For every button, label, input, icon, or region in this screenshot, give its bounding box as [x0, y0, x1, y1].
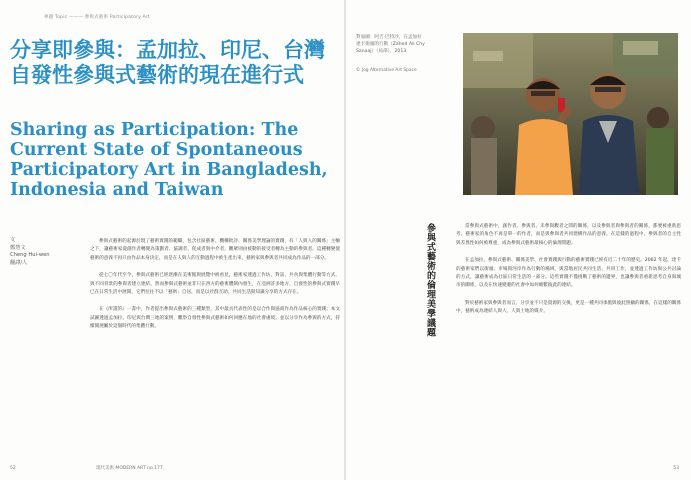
article-title-chinese: 分享即參與：孟加拉、印尼、台灣自發性參與式藝術的現在進行式 [10, 38, 325, 87]
author-name-english: Cheng Hui-wen [10, 252, 50, 258]
left-page [0, 0, 345, 480]
author-role: 文 [10, 237, 16, 243]
section-heading-vertical: 參與式藝術的倫理美學議題 [425, 223, 435, 337]
magazine-footer: 現代美術 MODERN ART no.177 [96, 466, 163, 471]
author-name-chinese: 鄭慧文 [10, 244, 26, 251]
body-paragraph: 參與式藝術的起源於現了藝術實踐的範疇，包含社區藝術、機構批評、關係美學理論的實踐，有「人與人的關係」主軸之下，讓藝術家從創作者轉變為策劃者、協調者、促成者與中介者，觀眾則由被動的接受者轉為主動的參與者。這種轉變使藝術的意義不再只由作品本身決定，而是在人與人的互動過程中被生產出來，藝術家與參與者共同成為作品的一部分。 [90, 239, 340, 261]
photo-credit: © Jog Alternative Art Space [356, 68, 417, 73]
street-photo [463, 33, 678, 195]
author-byline [10, 237, 80, 267]
body-paragraph: 對於藝術家與參與者而言，分享並不只是資源的交換，更是一種共同承擔與彼此照顧的關係，在這樣的關係中，藝術成為連結人與人、人與土地的媒介。 [456, 300, 681, 315]
right-body-column [456, 223, 681, 326]
body-paragraph: 在《所謂的》一書中，作者提出參與式藝術的三種類型，其中最具代表性的是以合作與協商作為作品核心的實踐；本文試圖透過孟加拉、印尼與台灣三地的案例，觀察自發性參與式藝術如何回應在地的社會處境，並以分享作為參與的方式，持續開展屬於這個時代的集體行動。 [90, 307, 340, 330]
translator-credit: 翻譯/人 [10, 259, 28, 266]
page-number-left: 52 [10, 466, 16, 471]
street-photo-illustration [463, 33, 678, 195]
body-paragraph: 當參與式藝術中，創作者、參與者、未參與觀者之間的關係，以及參與者與參與者的關係，都要被重新思考。藝術家的角色不再是單一的作者，而是與參與者共同建構作品的意義。在這樣的過程中，參與者的自主性與差異性如何被尊重，成為參與式藝術最核心的倫理問題。 [456, 224, 681, 246]
article-title-english: Sharing as Participation: The Current State of Spontaneous Participatory Art in Bangladesh, Indonesia and Taiwan [10, 120, 328, 200]
body-paragraph: 從七〇年代至今，參與式藝術已經逐漸在美術館與展覽中被看見，藝術家透過工作坊、對話、共食與集體行動等方式，與不同背景的參與者建立連結。然而參與式藝術並非只在西方的藝術體制內發生，在亞洲許多地方，自發性的參與式實踐早已在日常生活中展開，它們往往不以「藝術」自居，而是以社群互助、共同生活與知識分享的方式存在。 [90, 273, 340, 296]
body-paragraph: 在孟加拉，參與式藝術、關係美學、社會實踐與行動的藝術實踐已經有近二十年的歷史。2002 年起，達卡的藝術家們以街頭、市場與河岸作為行動的場域，與當地居民共同生活、共同工作，並透過工作坊與公共討論的方式，讓藝術成為社區日常生活的一部分。這些實踐不僅挑戰了藝術的邊界，也讓參與者重新思考自身與城市的關係，以及在快速變遷的社會中如何維繫彼此的連結。 [456, 258, 681, 289]
running-header: 專題 Topic ——— 參與式藝術 Participatory Art [44, 15, 150, 20]
photo-caption: 對面圖：阿吉·巴特沙，在孟加拉達卡街頭的行動（Zahed Ali Chy Sanaaj）（局部），2013 [356, 35, 425, 54]
right-page [346, 0, 691, 480]
left-body-column [90, 238, 340, 341]
page-number-right: 53 [673, 466, 679, 471]
